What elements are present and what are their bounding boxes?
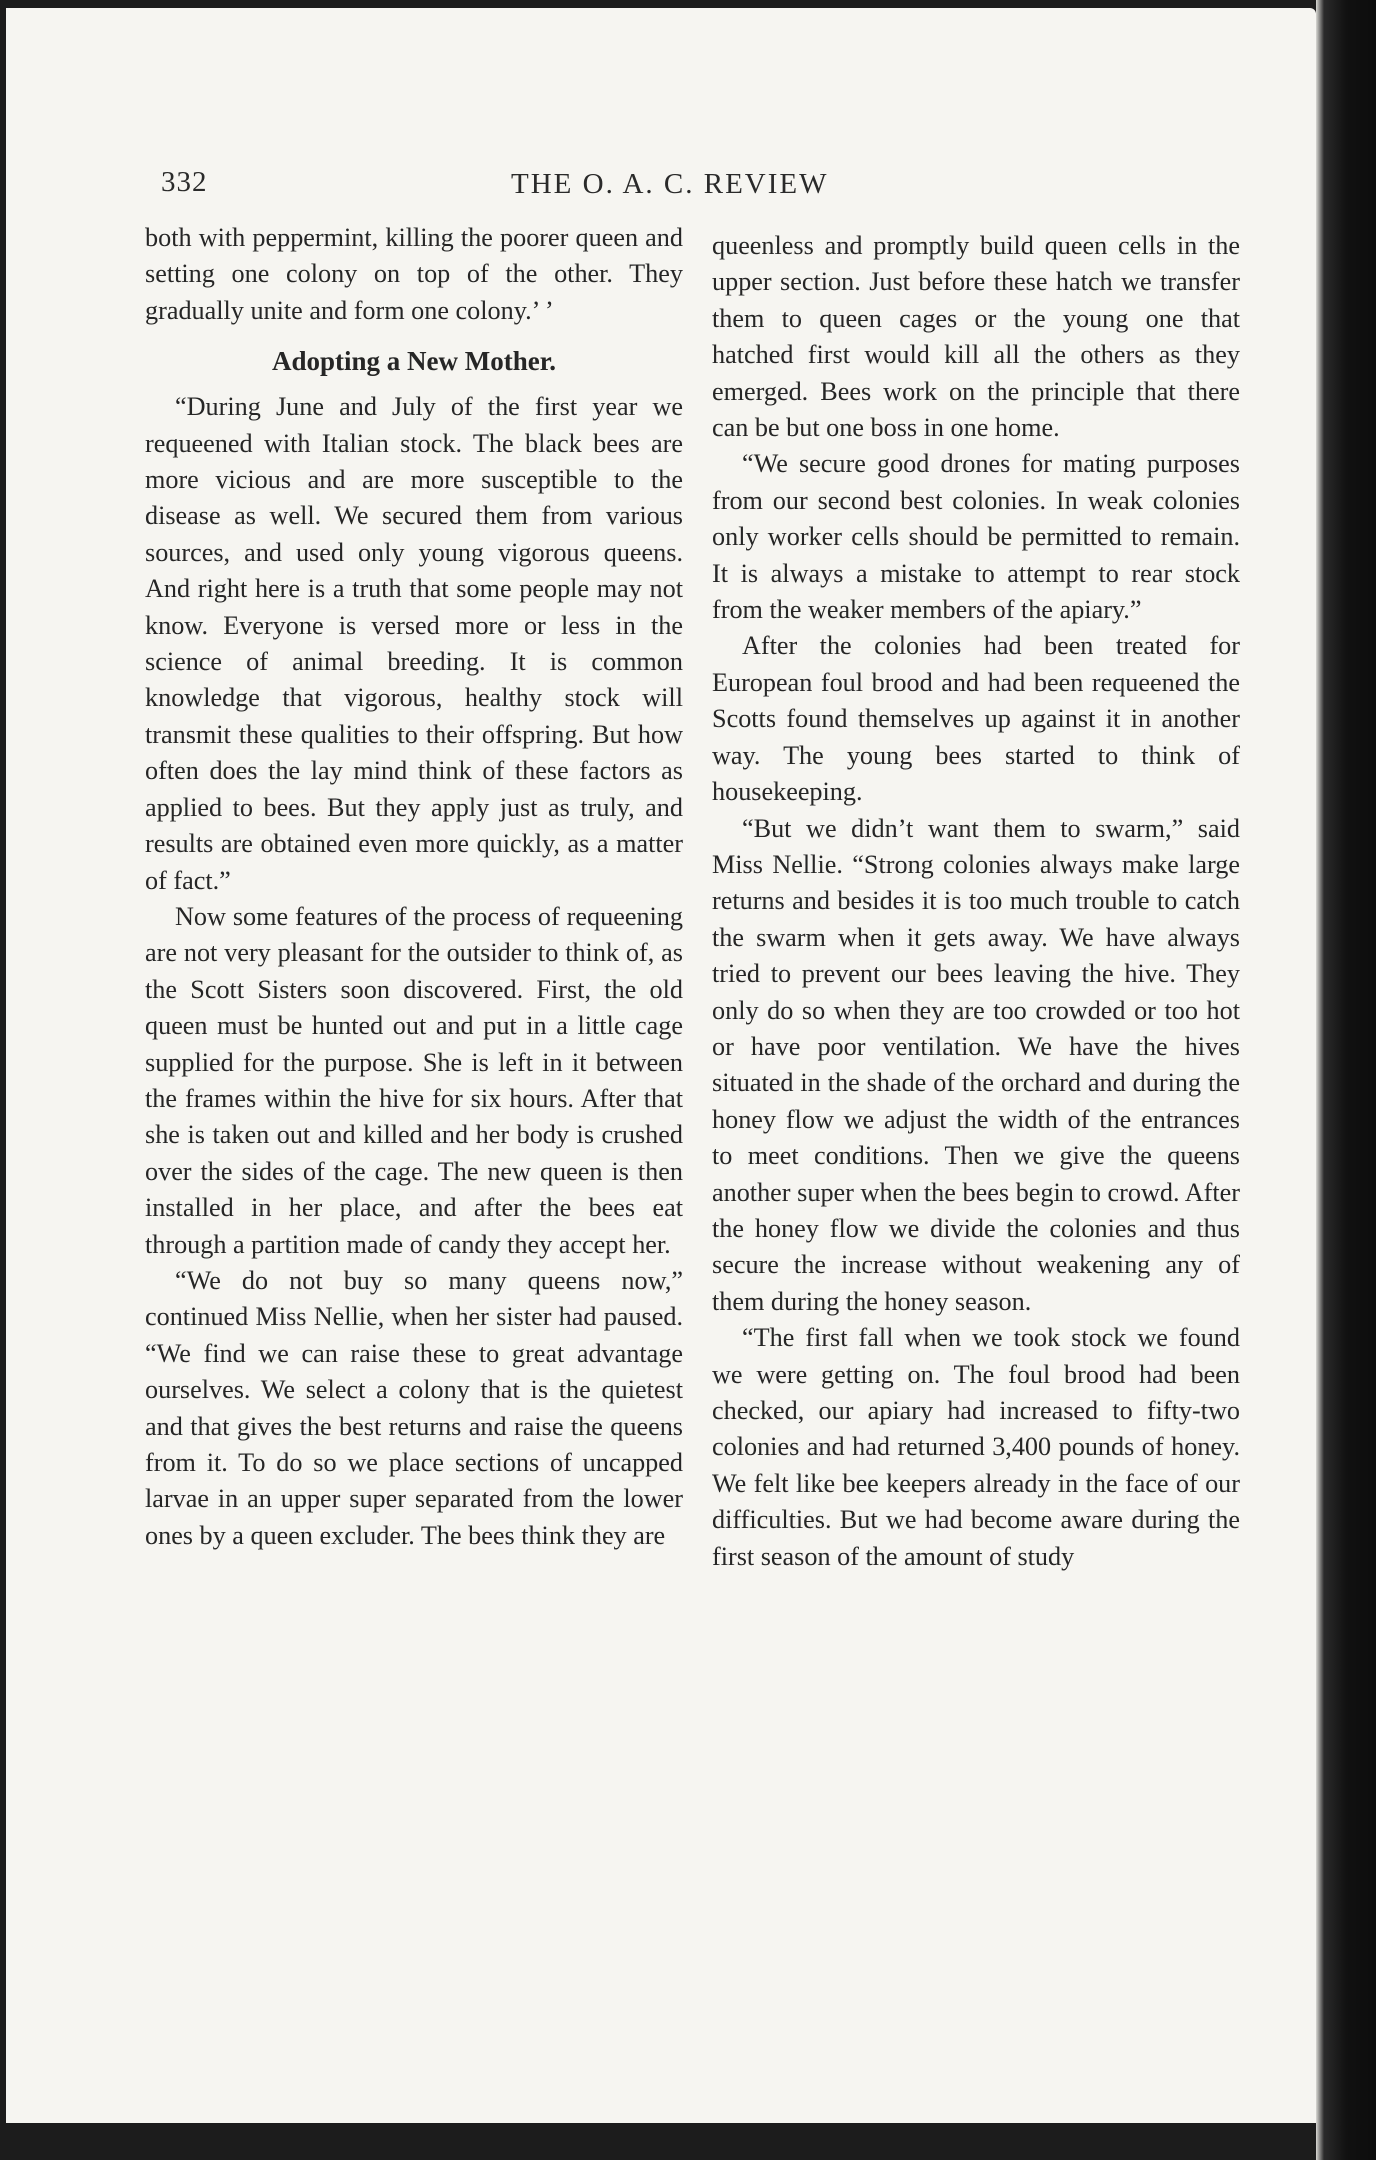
right-paragraph-3: After the colonies had been treated for European foul brood and had been requeened the Scotts found themselves up against it in another way. The young bees started to think of housekeeping.: [712, 631, 1240, 807]
right-column: [712, 228, 1240, 1575]
running-title: THE O. A. C. REVIEW: [511, 168, 829, 200]
right-paragraph-4: “But we didn’t want them to swarm,” said Miss Nellie. “Strong colonies always make large returns and besides it is too much trouble to catch the swarm when it gets away. We have always tried to prevent our bees leaving the hive. They only do so when they are too crowded or too hot or have poor ventilation. We have the hives situated in the shade of the orchard and during the honey flow we adjust the width of the entrances to meet conditions. Then we give the queens another super when the bees begin to crowd. After the honey flow we divide the colonies and thus secure the increase without weakening any of them during the honey season.: [712, 813, 1240, 1316]
left-paragraph-4: “We do not buy so many queens now,” continued Miss Nellie, when her sister had paused. “We find we can raise these to great advantage ourselves. We select a colony that is the quietest and that gives the best returns and raise the queens from it. To do so we place sections of uncapped larvae in an upper super separated from the lower ones by a queen excluder. The bees think they are: [145, 1265, 683, 1550]
page-number: 332: [161, 166, 208, 198]
left-column: [145, 220, 683, 1554]
section-heading: Adopting a New Mother.: [271, 346, 556, 377]
book-spine-shadow: [1316, 0, 1376, 2160]
left-paragraph-3: Now some features of the process of requeening are not very pleasant for the outsider to think of, as the Scott Sisters soon discovered. First, the old queen must be hunted out and put in a little cage supplied for the purpose. She is left in it between the frames within the hive for six hours. After that she is taken out and killed and her body is crushed over the sides of the cage. The new queen is then installed in her place, and after the bees eat through a partition made of candy they accept her.: [145, 901, 683, 1259]
right-paragraph-2: “We secure good drones for mating purposes from our second best colonies. In weak colonies only worker cells should be permitted to remain. It is always a mistake to attempt to rear stock from the weaker members of the apiary.”: [712, 449, 1240, 625]
right-paragraph-5: “The first fall when we took stock we found we were getting on. The foul brood had been checked, our apiary had increased to fifty-two colonies and had returned 3,400 pounds of honey. We felt like bee keepers already in the face of our difficulties. But we had become aware during the first season of the amount of study: [712, 1323, 1240, 1571]
right-paragraph-1: queenless and promptly build queen cells in the upper section. Just before these hatch we transfer them to queen cages or the young one that hatched first would kill all the others as they emerged. Bees work on the principle that there can be but one boss in one home.: [712, 231, 1240, 443]
left-paragraph-1: both with peppermint, killing the poorer queen and setting one colony on top of the other. They gradually unite and form one colony.’ ’: [145, 223, 683, 325]
left-paragraph-2: “During June and July of the first year we requeened with Italian stock. The black bees are more vicious and are more susceptible to the disease as well. We secured them from various sources, and used only young vigorous queens. And right here is a truth that some people may not know. Everyone is versed more or less in the science of animal breeding. It is common knowledge that vigorous, healthy stock will transmit these qualities to their offspring. But how often does the lay mind think of these factors as applied to bees. But they apply just as truly, and results are obtained even more quickly, as a matter of fact.”: [145, 392, 683, 895]
page-header: [156, 166, 936, 206]
